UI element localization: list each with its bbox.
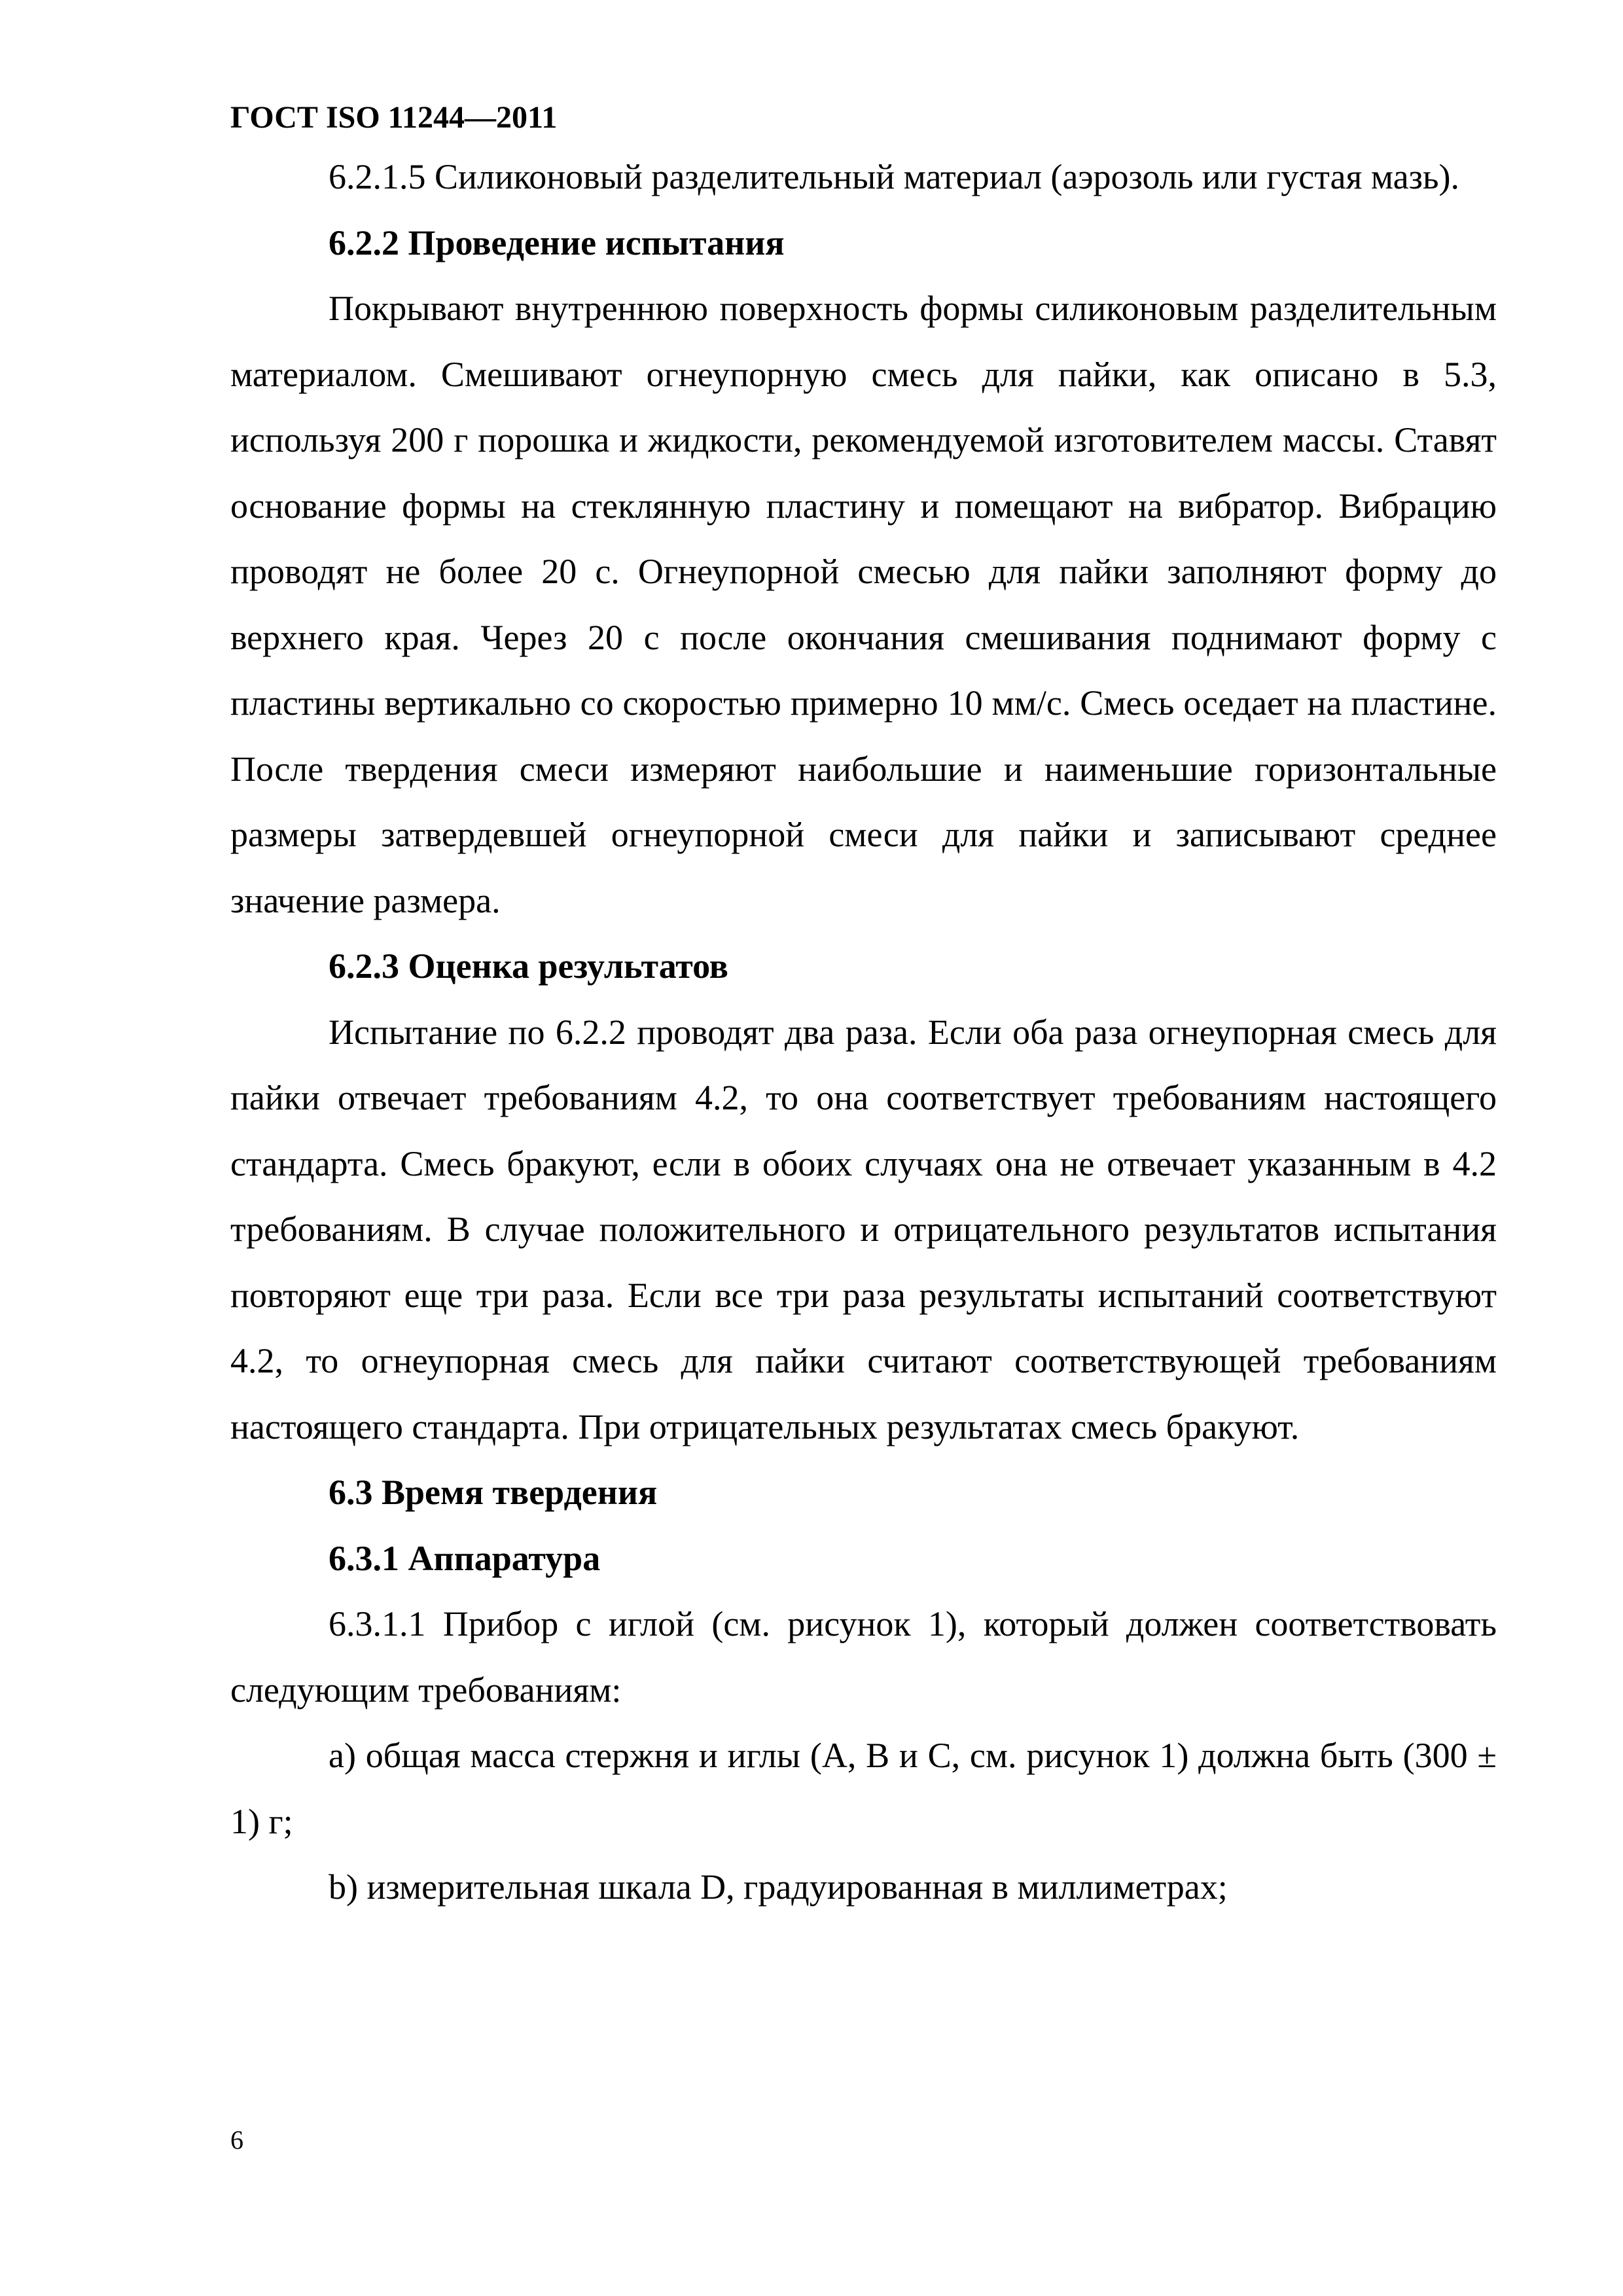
heading-6-3-1: 6.3.1 Аппаратура (329, 1538, 601, 1578)
list-item-a: a) общая масса стержня и иглы (А, В и С, см. рисунок 1) должна быть (300 ± 1) г; (230, 1736, 1497, 1841)
page-header-standard-id: ГОСТ ISO 11244—2011 (230, 100, 558, 135)
paragraph-6-2-3: Испытание по 6.2.2 проводят два раза. Если оба раза огнеупорная смесь для пайки отвечает требованиям 4.2, то она соответствует требованиям настоящего стандарта. Смесь бракуют, если в обоих случаях она не отвечает указанным в 4.2 требованиям. В случае положительного и отрицательного результатов испытания повторяют еще три раза. Если все три раза результаты испытаний соответствуют 4.2, то огнеупорная смесь для пайки считают соответствующей требованиям настоящего стандарта. При отрицательных результатах смесь бракуют. (230, 1012, 1497, 1446)
paragraph-6-2-1-5: 6.2.1.5 Силиконовый разделительный материал (аэрозоль или густая мазь). (329, 157, 1460, 196)
page-number: 6 (230, 2125, 243, 2155)
paragraph-6-2-2: Покрывают внутреннюю поверхность формы силиконовым разделительным материалом. Смешивают огнеупорную смесь для пайки, как описано в 5.3, используя 200 г порошка и жидкости, рекомендуемой изготовителем массы. Ставят основание формы на стеклянную пластину и помещают на вибратор. Вибрацию проводят не более 20 с. Огнеупорной смесью для пайки заполняют форму до верхнего края. Через 20 с после окончания смешивания поднимают форму с пластины вертикально со скоростью примерно 10 мм/с. Смесь оседает на пластине. После твердения смеси измеряют наибольшие и наименьшие горизонтальные размеры затвердевшей огнеупорной смеси для пайки и записывают среднее значение размера. (230, 289, 1497, 920)
heading-6-2-3: 6.2.3 Оценка результатов (329, 946, 728, 986)
heading-6-3: 6.3 Время твердения (329, 1473, 658, 1512)
document-body (230, 144, 1497, 1920)
heading-6-2-2: 6.2.2 Проведение испытания (329, 223, 785, 262)
paragraph-6-3-1-1: 6.3.1.1 Прибор с иглой (см. рисунок 1), который должен соответствовать следующим требованиям: (230, 1604, 1497, 1710)
list-item-b: b) измерительная шкала D, градуированная в миллиметрах; (329, 1867, 1228, 1907)
